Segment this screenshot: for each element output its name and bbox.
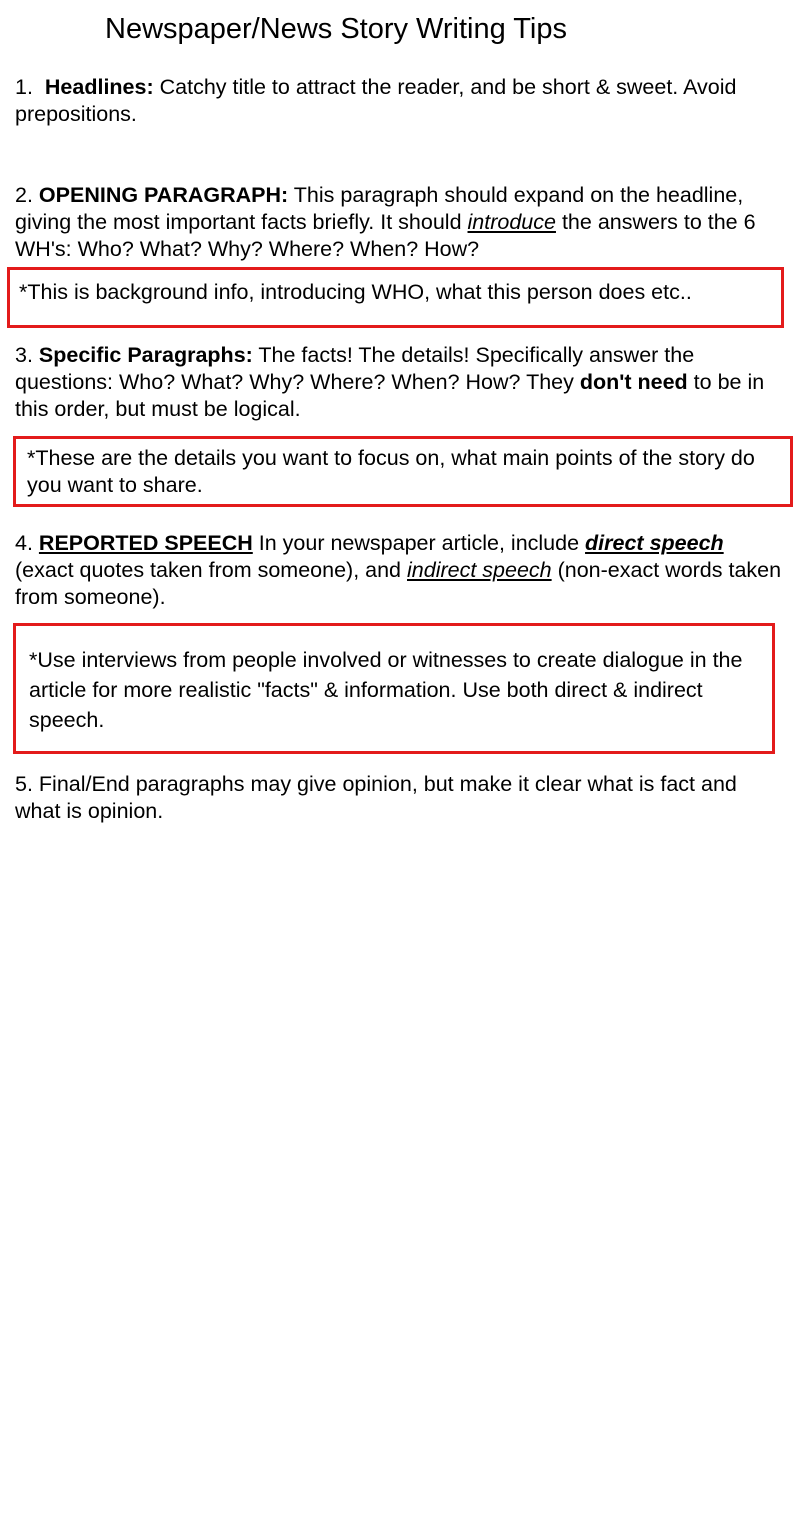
tip-text: This paragraph should expand on the headline, giving the most important facts briefly. It should [15,183,744,234]
tip-final-paragraphs [15,771,785,825]
tip-heading: Headlines: [44,75,154,99]
tip-text: The facts! The details! Specifically answer the questions: Who? What? Why? Where? When? How? They [15,343,695,394]
emphasis-introduce: introduce [467,210,556,234]
tip-text: Catchy title to attract the reader, and be short & sweet. Avoid prepositions. [15,75,737,126]
note-box-background-info [7,267,784,328]
tip-text-end: (non-exact words taken from someone). [15,558,782,609]
tip-opening-paragraph [15,182,785,263]
tip-number: 5. [15,772,33,796]
tip-reported-speech [15,530,785,611]
tip-heading: Specific Paragraphs: [38,343,253,367]
note-text: *Use interviews from people involved or witnesses to create dialogue in the article for more realistic "facts" & information. Use both direct & indirect speech. [29,648,743,732]
tip-heading: REPORTED SPEECH [38,531,253,555]
note-box-details [13,436,793,507]
tip-text-continued: to be in this order, but must be logical. [15,370,765,421]
tip-heading: OPENING PARAGRAPH: [38,183,289,207]
page-title: Newspaper/News Story Writing Tips [105,13,568,45]
tip-text: Final/End paragraphs may give opinion, but make it clear what is fact and what is opinion. [15,772,737,823]
bold-phrase: don't need [579,370,688,394]
note-text: *This is background info, introducing WHO, what this person does etc.. [19,280,692,304]
term-indirect-speech: indirect speech [407,558,552,582]
note-text: *These are the details you want to focus on, what main points of the story do you want to share. [27,446,755,497]
tip-text-continued: the answers to the 6 WH's: Who? What? Why? Where? When? How? [15,210,756,261]
tip-number: 4. [15,531,33,555]
tip-text: In your newspaper article, include [258,531,580,555]
tip-text-continued: (exact quotes taken from someone), and [15,558,402,582]
tip-specific-paragraphs [15,342,785,423]
tip-number: 1. [15,75,33,99]
tip-headlines [15,74,785,128]
tip-number: 2. [15,183,33,207]
tip-number: 3. [15,343,33,367]
term-direct-speech: direct speech [585,531,724,555]
note-box-interviews [13,623,775,754]
